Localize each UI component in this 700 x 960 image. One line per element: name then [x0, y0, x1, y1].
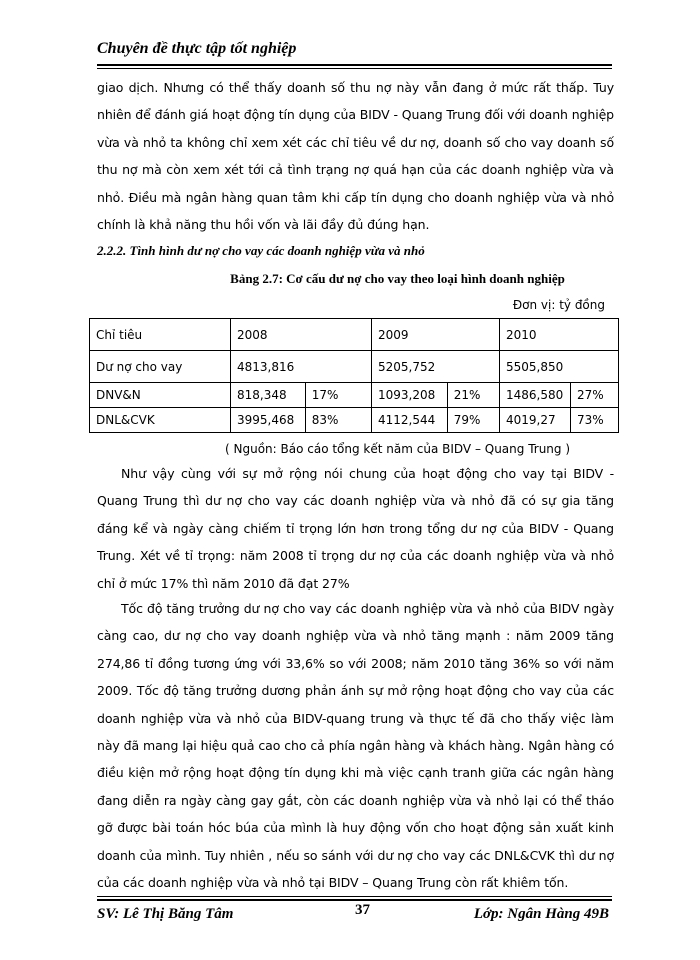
cell-value: 818,348 — [231, 383, 306, 408]
cell-value: 5205,752 — [372, 351, 500, 383]
header-cell-2009: 2009 — [372, 319, 500, 351]
cell-percent: 17% — [305, 383, 371, 408]
cell-percent: 83% — [305, 408, 371, 433]
table-unit: Đơn vị: tỷ đồng — [512, 298, 605, 312]
cell-value: 1093,208 — [372, 383, 448, 408]
footer-rule-thin — [97, 896, 612, 897]
header-cell-2010: 2010 — [500, 319, 619, 351]
cell-value: 4112,544 — [372, 408, 448, 433]
cell-percent: 27% — [571, 383, 619, 408]
table-header-row — [90, 319, 619, 351]
footer-class-name: Lớp: Ngân Hàng 49B — [473, 906, 609, 922]
table-row — [90, 408, 619, 433]
cell-percent: 21% — [447, 383, 499, 408]
cell-value: 5505,850 — [500, 351, 619, 383]
loan-structure-table — [89, 318, 619, 433]
paragraph-3: Tốc độ tăng trưởng dư nợ cho vay các doanh nghiệp vừa và nhỏ của BIDV ngày càng cao, dư nợ cho vay doanh nghiệp vừa và nhỏ tăng mạnh : năm 2009 tăng 274,86 tỉ đồng tương ứng với 33,6% so với 2008; năm 2010 tăng 36% so với năm 2009. Tốc độ tăng trưởng dương phản ánh sự mở rộng hoạt động cho vay của các doanh nghiệp vừa và nhỏ của BIDV-quang trung và thực tế đã cho thấy việc làm này đã mang lại hiệu quả cao cho cả phía ngân hàng và khách hàng. Ngân hàng có điều kiện mở rộng hoạt động tín dụng khi mà việc cạnh tranh giữa các ngân hàng đang diễn ra ngày càng gay gắt, còn các doanh nghiệp vừa và nhỏ lại có thể tháo gỡ được bài toán hóc búa của mình là huy động vốn cho hoạt động sản xuất kinh doanh của mình. Tuy nhiên , nếu so sánh với dư nợ cho vay các DNL&CVK thì dư nợ của các doanh nghiệp vừa và nhỏ tại BIDV – Quang Trung còn rất khiêm tốn. — [97, 601, 614, 891]
cell-percent: 73% — [571, 408, 619, 433]
header-rule-thin — [97, 68, 612, 69]
cell-value: 4019,27 — [500, 408, 571, 433]
header-cell-2008: 2008 — [231, 319, 372, 351]
footer-student-name: SV: Lê Thị Băng Tâm — [97, 906, 234, 922]
header-rule-thick — [97, 64, 612, 66]
table-source: ( Nguồn: Báo cáo tổng kết năm của BIDV – Quang Trung ) — [225, 442, 571, 456]
cell-value: 3995,468 — [231, 408, 306, 433]
table-row — [90, 383, 619, 408]
cell-value: 1486,580 — [500, 383, 571, 408]
paragraph-2: Như vậy cùng với sự mở rộng nói chung của hoạt động cho vay tại BIDV - Quang Trung thì dư nợ cho vay các doanh nghiệp vừa và nhỏ đã có sự gia tăng đáng kể và ngày càng chiếm tỉ trọng lớn hơn trong tổng dư nợ của BIDV - Quang Trung. Xét về tỉ trọng: năm 2008 tỉ trọng dư nợ của các doanh nghiệp vừa và nhỏ chỉ ở mức 17% thì năm 2010 đã đạt 27% — [97, 466, 614, 591]
table-title: Bảng 2.7: Cơ cấu dư nợ cho vay theo loại hình doanh nghiệp — [230, 271, 565, 286]
row-label: DNL&CVK — [90, 408, 231, 433]
header-cell-indicator: Chỉ tiêu — [90, 319, 231, 351]
page-number: 37 — [355, 902, 370, 918]
row-label: DNV&N — [90, 383, 231, 408]
section-heading: 2.2.2. Tình hình dư nợ cho vay các doanh nghiệp vừa và nhỏ — [97, 243, 425, 258]
paragraph-1: giao dịch. Nhưng có thể thấy doanh số thu nợ này vẫn đang ở mức rất thấp. Tuy nhiên để đánh giá hoạt động tín dụng của BIDV - Quang Trung đối với doanh nghiệp vừa và nhỏ ta không chỉ xem xét các chỉ tiêu về dư nợ, doanh số cho vay doanh số thu nợ mà còn xem xét tới cả tình trạng nợ quá hạn của các doanh nghiệp vừa và nhỏ. Điều mà ngân hàng quan tâm khi cấp tín dụng cho doanh nghiệp vừa và nhỏ chính là khả năng thu hồi vốn và lãi đầy đủ đúng hạn. — [97, 80, 614, 233]
footer-rule-thick — [97, 899, 612, 901]
cell-value: 4813,816 — [231, 351, 372, 383]
row-label: Dư nợ cho vay — [90, 351, 231, 383]
header-title: Chuyên đề thực tập tốt nghiệp — [97, 40, 297, 57]
table-row — [90, 351, 619, 383]
cell-percent: 79% — [447, 408, 499, 433]
